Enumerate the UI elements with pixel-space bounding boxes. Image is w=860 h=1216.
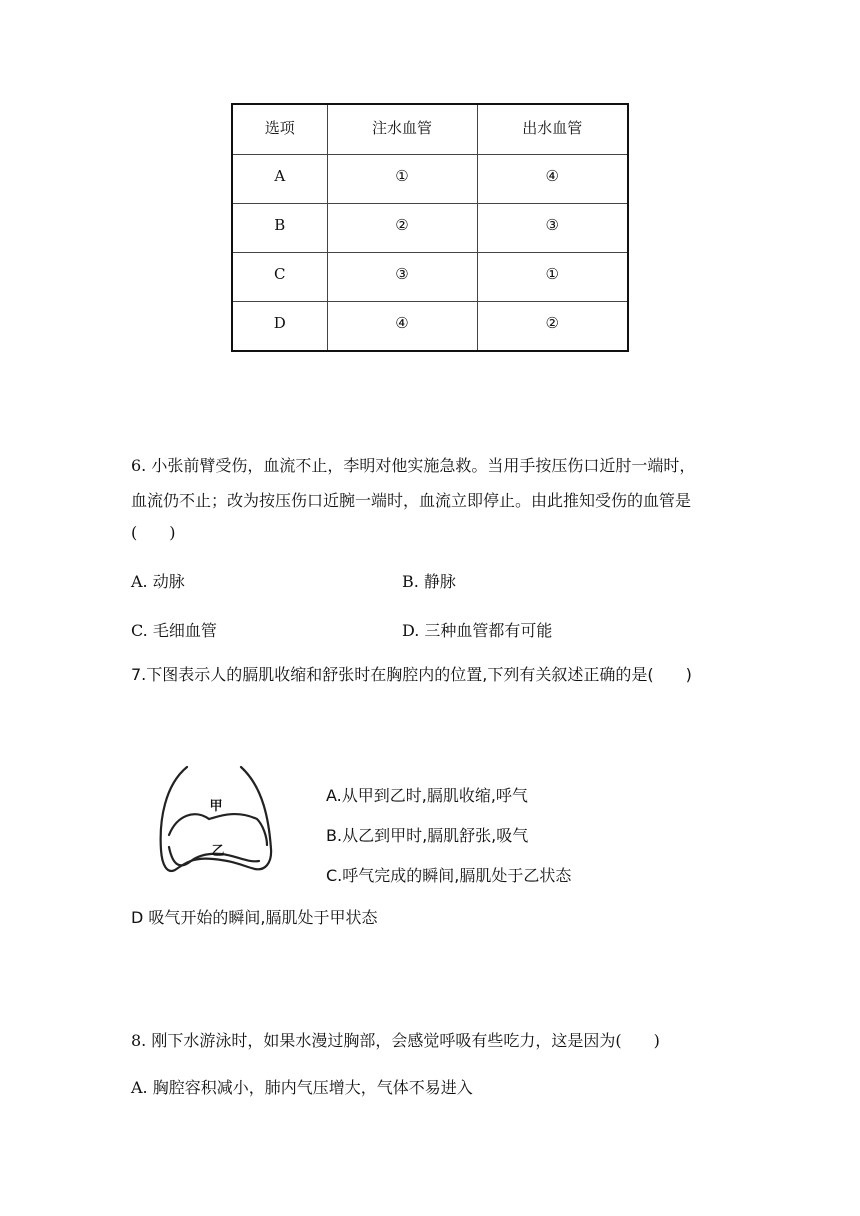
table-cell: ① <box>477 252 628 301</box>
table-header-cell: 注水血管 <box>327 104 477 155</box>
options-table <box>231 103 629 352</box>
diaphragm-line-jia <box>169 814 267 845</box>
q6-stem-line-3: ( ) <box>131 523 176 542</box>
diaphragm-diagram <box>155 765 275 880</box>
q6-stem-line-2: 血流仍不止；改为按压伤口近腕一端时，血流立即停止。由此推知受伤的血管是 <box>131 491 692 510</box>
table-cell: ④ <box>477 155 628 204</box>
q7-stem: 7.下图表示人的膈肌收缩和舒张时在胸腔内的位置,下列有关叙述正确的是( ) <box>131 665 692 684</box>
table-cell: B <box>232 203 327 252</box>
table-cell: ④ <box>327 301 477 351</box>
q8-stem: 8. 刚下水游泳时，如果水漫过胸部，会感觉呼吸有些吃力，这是因为( ) <box>131 1031 660 1050</box>
table-header-row <box>232 104 628 155</box>
table-row <box>232 252 628 301</box>
table-cell: D <box>232 301 327 351</box>
table-cell: ① <box>327 155 477 204</box>
table-row <box>232 203 628 252</box>
figure-label-yi: 乙 <box>211 844 225 859</box>
q6-option-a: A. 动脉 <box>131 572 185 591</box>
q6-stem-line-1: 6. 小张前臂受伤，血流不止，李明对他实施急救。当用手按压伤口近肘一端时， <box>131 456 696 475</box>
table-cell: ③ <box>327 252 477 301</box>
q8-option-a: A. 胸腔容积减小，肺内气压增大，气体不易进入 <box>131 1078 473 1097</box>
table-cell: A <box>232 155 327 204</box>
q7-option-a: A.从甲到乙时,膈肌收缩,呼气 <box>326 786 528 805</box>
figure-label-jia: 甲 <box>209 799 223 814</box>
q7-option-c: C.呼气完成的瞬间,膈肌处于乙状态 <box>326 866 572 885</box>
q6-option-d: D. 三种血管都有可能 <box>402 621 553 640</box>
q7-option-b: B.从乙到甲时,膈肌舒张,吸气 <box>326 826 529 845</box>
table-row <box>232 155 628 204</box>
q6-option-c: C. 毛细血管 <box>131 621 217 640</box>
table-cell: ② <box>477 301 628 351</box>
table-cell: ② <box>327 203 477 252</box>
table-row <box>232 301 628 351</box>
table-cell: ③ <box>477 203 628 252</box>
table-cell: C <box>232 252 327 301</box>
table-header-cell: 选项 <box>232 104 327 155</box>
q7-option-d: D 吸气开始的瞬间,膈肌处于甲状态 <box>131 908 378 927</box>
q6-option-b: B. 静脉 <box>402 572 456 591</box>
table-header-cell: 出水血管 <box>477 104 628 155</box>
